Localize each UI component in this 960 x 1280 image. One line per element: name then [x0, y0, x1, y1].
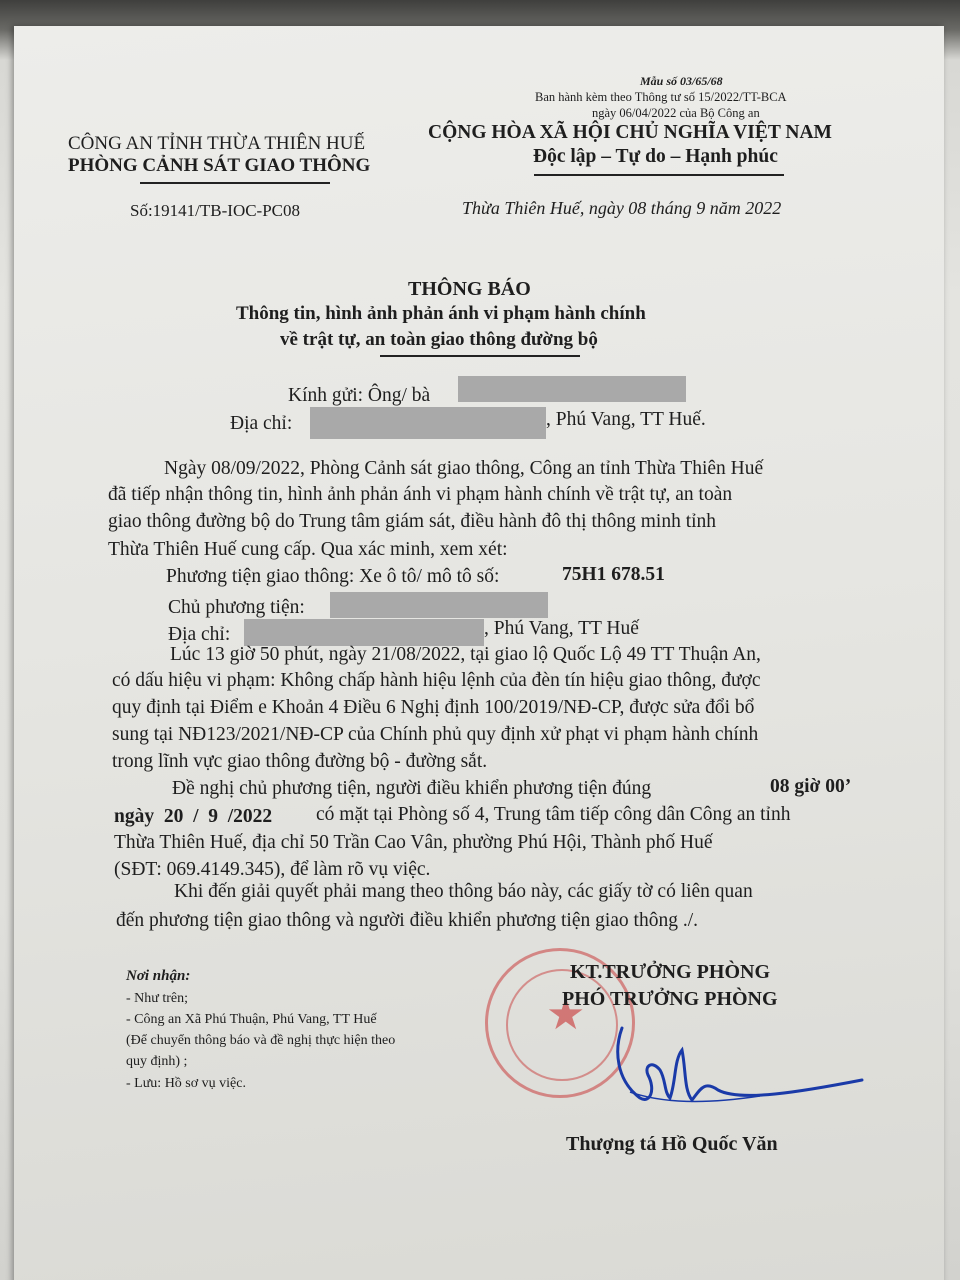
form-issue-date: ngày 06/04/2022 của Bộ Công an — [592, 106, 760, 120]
body-p1-line-3: giao thông đường bộ do Trung tâm giám sát, điều hành đô thị thông minh tỉnh — [108, 511, 717, 532]
noi-nhan-item-1: - Như trên; — [126, 991, 189, 1006]
org-line-1: CÔNG AN TỈNH THỪA THIÊN HUẾ — [68, 133, 366, 154]
noi-nhan-item-5: - Lưu: Hồ sơ vụ việc. — [126, 1076, 246, 1091]
redacted-owner-name — [330, 592, 548, 618]
nation-motto: Độc lập – Tự do – Hạnh phúc — [533, 146, 778, 167]
body-p4-line-1: Khi đến giải quyết phải mang theo thông báo này, các giấy tờ có liên quan — [174, 881, 753, 902]
owner-address-suffix: , Phú Vang, TT Huế — [484, 618, 639, 639]
body-p2-line-4: sung tại NĐ123/2021/NĐ-CP của Chính phủ quy định xử phạt vi phạm hành chính — [112, 724, 759, 745]
body-p1-line-2: đã tiếp nhận thông tin, hình ảnh phản ánh vi phạm hành chính về trật tự, an toàn — [108, 484, 733, 505]
recipient-address-suffix: , Phú Vang, TT Huế. — [546, 409, 706, 430]
body-p1-line-1: Ngày 08/09/2022, Phòng Cảnh sát giao thông, Công an tỉnh Thừa Thiên Huế — [164, 458, 764, 479]
body-p2-line-2: có dấu hiệu vi phạm: Không chấp hành hiệu lệnh của đèn tín hiệu giao thông, được — [112, 670, 761, 691]
place-date: Thừa Thiên Huế, ngày 08 tháng 9 năm 2022 — [462, 198, 782, 218]
noi-nhan-label: Nơi nhận: — [126, 968, 191, 984]
owner-label: Chủ phương tiện: — [168, 597, 305, 618]
signer-title-1: KT.TRƯỞNG PHÒNG — [570, 961, 770, 983]
motto-underline — [534, 174, 784, 176]
nation-title: CỘNG HÒA XÃ HỘI CHỦ NGHĨA VIỆT NAM — [428, 122, 832, 143]
body-p3-line-1: Đề nghị chủ phương tiện, người điều khiển phương tiện đúng — [172, 778, 652, 799]
form-number: Mẫu số 03/65/68 — [640, 74, 723, 88]
license-plate: 75H1 678.51 — [562, 564, 665, 585]
appointment-date: ngày 20 / 9 /2022 — [114, 806, 273, 827]
org-line-2: PHÒNG CẢNH SÁT GIAO THÔNG — [68, 155, 371, 176]
doc-subtitle-1: Thông tin, hình ảnh phản ánh vi phạm hành chính — [236, 303, 646, 324]
body-p2-line-3: quy định tại Điểm e Khoản 4 Điều 6 Nghị định 100/2019/NĐ-CP, được sửa đổi bổ — [112, 697, 755, 718]
redacted-owner-address — [244, 619, 484, 646]
body-p2-line-5: trong lĩnh vực giao thông đường bộ - đường sắt. — [112, 751, 488, 772]
body-p4-line-2: đến phương tiện giao thông và người điều khiển phương tiện giao thông ./. — [116, 910, 699, 931]
signer-title-2: PHÓ TRƯỞNG PHÒNG — [562, 988, 778, 1010]
noi-nhan-item-4: quy định) ; — [126, 1054, 188, 1069]
stamp-star-icon: ★ — [546, 990, 586, 1039]
noi-nhan-item-2: - Công an Xã Phú Thuận, Phú Vang, TT Huế — [126, 1012, 377, 1027]
body-p3-line-2: có mặt tại Phòng số 4, Trung tâm tiếp công dân Công an tỉnh — [316, 804, 791, 825]
org-underline — [140, 182, 330, 184]
vehicle-label: Phương tiện giao thông: Xe ô tô/ mô tô số: — [166, 566, 500, 587]
appointment-time: 08 giờ 00’ — [770, 776, 852, 797]
body-p3-line-3: Thừa Thiên Huế, địa chỉ 50 Trần Cao Vân, phường Phú Hội, Thành phố Huế — [114, 832, 713, 853]
doc-subtitle-2: về trật tự, an toàn giao thông đường bộ — [280, 329, 598, 350]
body-p1-line-4: Thừa Thiên Huế cung cấp. Qua xác minh, xem xét: — [108, 539, 508, 560]
title-underline — [380, 355, 580, 357]
redacted-recipient-name — [458, 376, 686, 402]
document-number: Số:19141/TB-IOC-PC08 — [130, 201, 301, 220]
body-p3-line-4: (SĐT: 069.4149.345), để làm rõ vụ việc. — [114, 859, 431, 880]
recipient-label: Kính gửi: Ông/ bà — [288, 385, 431, 406]
recipient-address-label: Địa chỉ: — [230, 413, 293, 434]
doc-title: THÔNG BÁO — [408, 278, 531, 300]
redacted-recipient-address — [310, 407, 546, 439]
handwritten-signature — [600, 1020, 870, 1120]
form-issued-by: Ban hành kèm theo Thông tư số 15/2022/TT-BCA — [535, 90, 787, 104]
signer-name: Thượng tá Hồ Quốc Văn — [566, 1133, 778, 1155]
owner-address-label: Địa chỉ: — [168, 624, 231, 645]
noi-nhan-item-3: (Để chuyển thông báo và đề nghị thực hiện theo — [126, 1033, 396, 1048]
body-p2-line-1: Lúc 13 giờ 50 phút, ngày 21/08/2022, tại giao lộ Quốc Lộ 49 TT Thuận An, — [170, 644, 761, 665]
